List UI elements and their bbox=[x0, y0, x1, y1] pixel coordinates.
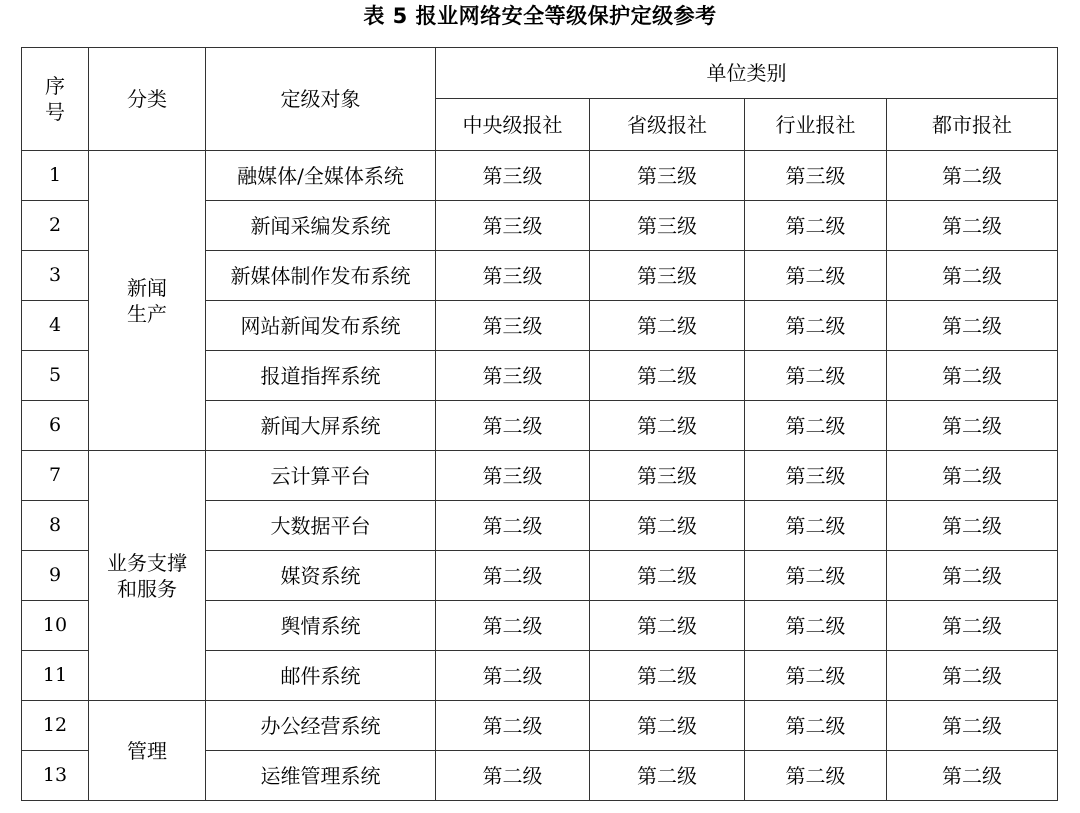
row-object-cell: 融媒体/全媒体系统 bbox=[206, 151, 436, 201]
grade-cell-industry: 第三级 bbox=[745, 151, 887, 201]
row-seq-cell: 4 bbox=[22, 301, 89, 351]
grade-cell-provincial: 第二级 bbox=[590, 501, 745, 551]
grade-cell-provincial: 第二级 bbox=[590, 401, 745, 451]
grade-cell-central: 第二级 bbox=[436, 551, 590, 601]
grade-cell-metro: 第二级 bbox=[887, 251, 1058, 301]
row-seq-cell: 9 bbox=[22, 551, 89, 601]
grade-cell-provincial: 第二级 bbox=[590, 551, 745, 601]
header-category: 分类 bbox=[89, 48, 206, 151]
row-object-cell: 媒资系统 bbox=[206, 551, 436, 601]
grade-cell-industry: 第二级 bbox=[745, 601, 887, 651]
grade-cell-provincial: 第三级 bbox=[590, 251, 745, 301]
table-body bbox=[22, 151, 1058, 801]
grade-cell-provincial: 第二级 bbox=[590, 601, 745, 651]
header-seq bbox=[22, 48, 89, 151]
row-seq-cell: 12 bbox=[22, 701, 89, 751]
grade-cell-industry: 第二级 bbox=[745, 351, 887, 401]
category-cell bbox=[89, 451, 206, 701]
header-unit-central: 中央级报社 bbox=[436, 99, 590, 151]
row-object-cell: 运维管理系统 bbox=[206, 751, 436, 801]
grade-cell-metro: 第二级 bbox=[887, 201, 1058, 251]
grade-cell-provincial: 第二级 bbox=[590, 351, 745, 401]
grade-cell-central: 第三级 bbox=[436, 251, 590, 301]
row-object-cell: 舆情系统 bbox=[206, 601, 436, 651]
grade-cell-metro: 第二级 bbox=[887, 551, 1058, 601]
grade-cell-provincial: 第二级 bbox=[590, 701, 745, 751]
grade-cell-industry: 第三级 bbox=[745, 451, 887, 501]
category-label-line1: 新闻 bbox=[127, 275, 167, 300]
grade-cell-industry: 第二级 bbox=[745, 301, 887, 351]
grade-cell-industry: 第二级 bbox=[745, 201, 887, 251]
header-row bbox=[22, 48, 1058, 99]
grade-cell-metro: 第二级 bbox=[887, 751, 1058, 801]
row-object-cell: 大数据平台 bbox=[206, 501, 436, 551]
header-unit-provincial: 省级报社 bbox=[590, 99, 745, 151]
row-object-cell: 云计算平台 bbox=[206, 451, 436, 501]
grade-cell-central: 第二级 bbox=[436, 601, 590, 651]
header-unit-type: 单位类别 bbox=[436, 48, 1058, 99]
grade-cell-central: 第三级 bbox=[436, 151, 590, 201]
header-unit-metro: 都市报社 bbox=[887, 99, 1058, 151]
grade-cell-industry: 第二级 bbox=[745, 651, 887, 701]
header-object: 定级对象 bbox=[206, 48, 436, 151]
grade-cell-industry: 第二级 bbox=[745, 251, 887, 301]
row-seq-cell: 3 bbox=[22, 251, 89, 301]
row-object-cell: 邮件系统 bbox=[206, 651, 436, 701]
row-object-cell: 网站新闻发布系统 bbox=[206, 301, 436, 351]
table-row bbox=[22, 151, 1058, 201]
grade-cell-industry: 第二级 bbox=[745, 501, 887, 551]
grade-cell-provincial: 第二级 bbox=[590, 301, 745, 351]
category-cell bbox=[89, 151, 206, 451]
grade-cell-central: 第三级 bbox=[436, 301, 590, 351]
grade-cell-central: 第二级 bbox=[436, 401, 590, 451]
grade-cell-provincial: 第三级 bbox=[590, 201, 745, 251]
row-seq-cell: 13 bbox=[22, 751, 89, 801]
grade-cell-provincial: 第三级 bbox=[590, 151, 745, 201]
row-seq-cell: 11 bbox=[22, 651, 89, 701]
grade-cell-provincial: 第二级 bbox=[590, 651, 745, 701]
row-seq-cell: 6 bbox=[22, 401, 89, 451]
grade-cell-metro: 第二级 bbox=[887, 451, 1058, 501]
grade-cell-central: 第三级 bbox=[436, 451, 590, 501]
row-object-cell: 办公经营系统 bbox=[206, 701, 436, 751]
grade-cell-metro: 第二级 bbox=[887, 301, 1058, 351]
grading-table bbox=[21, 47, 1058, 801]
row-seq-cell: 8 bbox=[22, 501, 89, 551]
table-caption: 表 5 报业网络安全等级保护定级参考 bbox=[363, 4, 717, 28]
grade-cell-metro: 第二级 bbox=[887, 701, 1058, 751]
grade-cell-industry: 第二级 bbox=[745, 551, 887, 601]
grade-cell-metro: 第二级 bbox=[887, 651, 1058, 701]
header-unit-industry: 行业报社 bbox=[745, 99, 887, 151]
grade-cell-central: 第二级 bbox=[436, 751, 590, 801]
grade-cell-provincial: 第二级 bbox=[590, 751, 745, 801]
grade-cell-central: 第二级 bbox=[436, 701, 590, 751]
row-object-cell: 新媒体制作发布系统 bbox=[206, 251, 436, 301]
row-seq-cell: 1 bbox=[22, 151, 89, 201]
grade-cell-provincial: 第三级 bbox=[590, 451, 745, 501]
grade-cell-industry: 第二级 bbox=[745, 401, 887, 451]
grade-cell-central: 第三级 bbox=[436, 201, 590, 251]
row-seq-cell: 7 bbox=[22, 451, 89, 501]
category-label-line2: 生产 bbox=[127, 301, 167, 326]
grade-cell-central: 第三级 bbox=[436, 351, 590, 401]
header-seq-line1: 序 bbox=[45, 74, 65, 98]
grade-cell-industry: 第二级 bbox=[745, 701, 887, 751]
grade-cell-central: 第二级 bbox=[436, 501, 590, 551]
row-object-cell: 报道指挥系统 bbox=[206, 351, 436, 401]
category-label-line1: 管理 bbox=[127, 738, 167, 763]
grade-cell-metro: 第二级 bbox=[887, 401, 1058, 451]
row-seq-cell: 10 bbox=[22, 601, 89, 651]
grade-cell-metro: 第二级 bbox=[887, 501, 1058, 551]
grade-cell-metro: 第二级 bbox=[887, 151, 1058, 201]
category-label-line2: 和服务 bbox=[117, 576, 177, 601]
row-object-cell: 新闻大屏系统 bbox=[206, 401, 436, 451]
grade-cell-metro: 第二级 bbox=[887, 601, 1058, 651]
table-row bbox=[22, 451, 1058, 501]
row-object-cell: 新闻采编发系统 bbox=[206, 201, 436, 251]
category-label-line1: 业务支撑 bbox=[107, 550, 187, 575]
table-row bbox=[22, 701, 1058, 751]
grade-cell-industry: 第二级 bbox=[745, 751, 887, 801]
row-seq-cell: 2 bbox=[22, 201, 89, 251]
header-seq-line2: 号 bbox=[45, 100, 65, 124]
grade-cell-central: 第二级 bbox=[436, 651, 590, 701]
category-cell bbox=[89, 701, 206, 801]
row-seq-cell: 5 bbox=[22, 351, 89, 401]
grade-cell-metro: 第二级 bbox=[887, 351, 1058, 401]
